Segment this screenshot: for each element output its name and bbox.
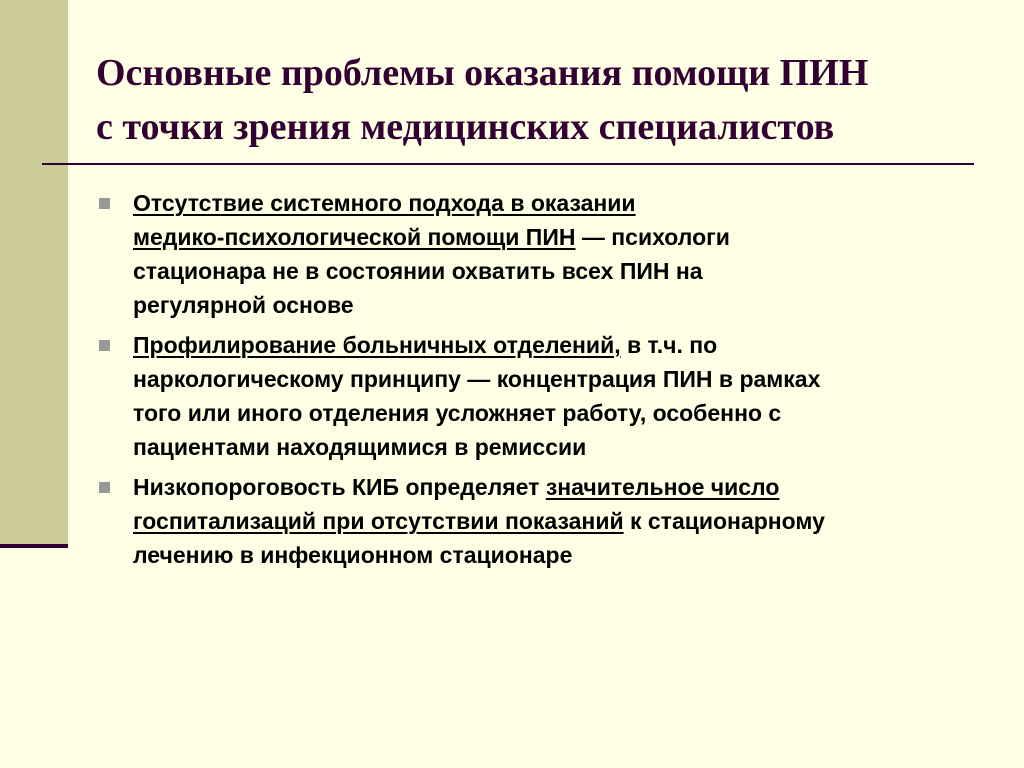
slide-title xyxy=(96,46,996,154)
plain-text: в т.ч. по xyxy=(620,332,718,358)
underlined-text: значительное число xyxy=(545,474,780,500)
bullet-item-3 xyxy=(96,470,996,572)
bullet-line xyxy=(133,254,996,288)
plain-text: Низкопороговость КИБ определяет xyxy=(133,474,546,500)
bullet-line xyxy=(133,288,996,322)
bullet-line xyxy=(133,220,996,254)
slide-title-line-1: Основные проблемы оказания помощи ПИН xyxy=(96,52,869,94)
title-divider xyxy=(42,163,974,165)
bullet-item-1 xyxy=(96,186,996,322)
plain-text: наркологическому принципу — концентрация ПИН в рамках xyxy=(133,366,821,392)
square-bullet-icon xyxy=(99,198,110,209)
underlined-text: госпитализаций при отсутствии показаний xyxy=(133,508,624,534)
plain-text: лечению в инфекционном стационаре xyxy=(133,542,573,568)
side-decor-rule xyxy=(0,544,68,548)
square-bullet-icon xyxy=(99,340,110,351)
plain-text: к стационарному xyxy=(623,508,825,534)
bullet-line xyxy=(133,538,996,572)
bullet-line xyxy=(133,362,996,396)
bullet-line xyxy=(133,328,996,362)
side-decor-band xyxy=(0,0,68,548)
plain-text: пациентами находящимися в ремиссии xyxy=(133,434,587,460)
bullet-line xyxy=(133,430,996,464)
plain-text: регулярной основе xyxy=(133,292,354,318)
underlined-text: Отсутствие системного подхода в оказании xyxy=(133,190,636,216)
square-bullet-icon xyxy=(99,482,110,493)
bullet-line xyxy=(133,504,996,538)
plain-text: того или иного отделения усложняет работу, особенно с xyxy=(133,400,782,426)
bullet-item-2 xyxy=(96,328,996,464)
plain-text: — психологи xyxy=(575,224,730,250)
bullet-line xyxy=(133,186,996,220)
slide-title-line-2: с точки зрения медицинских специалистов xyxy=(96,106,835,148)
plain-text: стационара не в состоянии охватить всех ПИН на xyxy=(133,258,703,284)
bullet-line xyxy=(133,470,996,504)
underlined-text: Профилирование больничных отделений, xyxy=(133,332,621,358)
bullet-list xyxy=(96,186,996,578)
underlined-text: медико-психологической помощи ПИН xyxy=(133,224,576,250)
bullet-line xyxy=(133,396,996,430)
